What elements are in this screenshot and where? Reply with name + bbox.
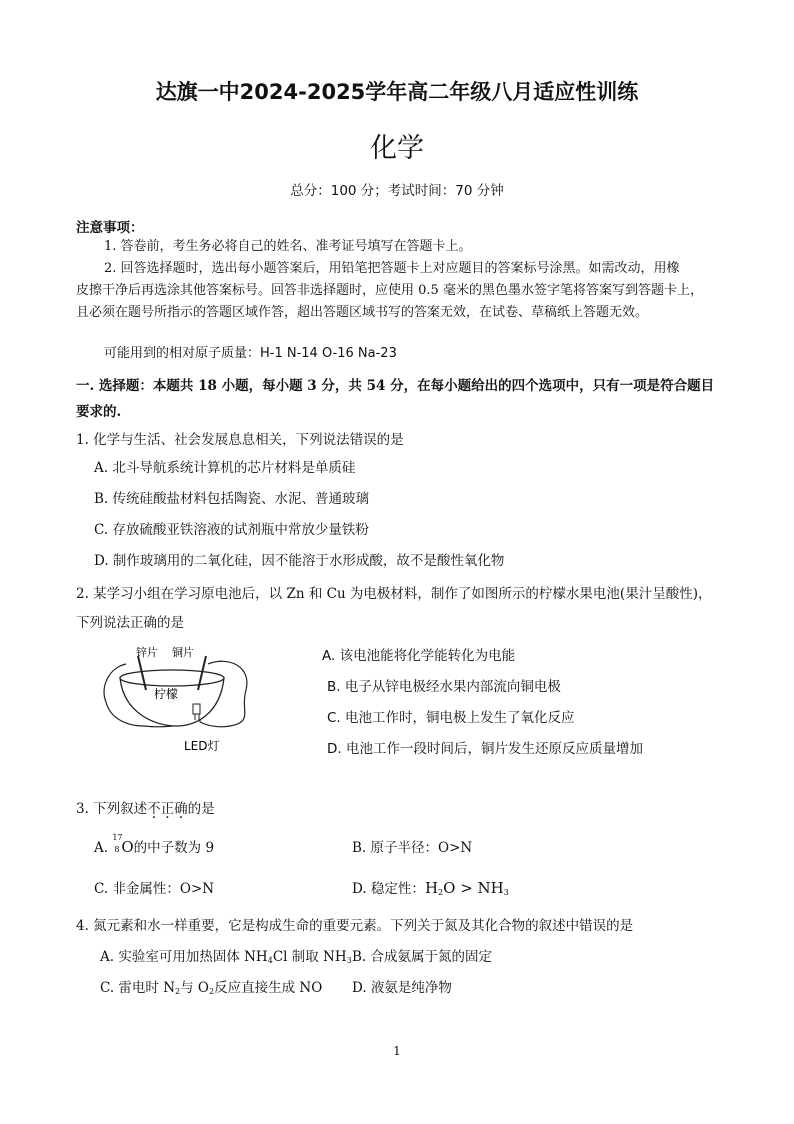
q1-stem: 1. 化学与生活、社会发展息息相关，下列说法错误的是 <box>76 432 404 448</box>
fig-label-copper: 铜片 <box>172 646 194 659</box>
q2-option-a: A. 该电池能将化学能转化为电能 <box>322 648 516 664</box>
section-heading-line-1: 一. 选择题：本题共 18 小题，每小题 3 分，共 54 分，在每小题给出的四个选项中，只有一项是符合题目 <box>76 378 715 394</box>
q4-c-pre: C. 雷电时 N <box>100 980 176 996</box>
notice-item-1: 1. 答卷前，考生务必将自己的姓名、准考证号填写在答题卡上。 <box>104 239 472 254</box>
q3-stem <box>76 797 215 817</box>
q2-stem-line-2: 下列说法正确的是 <box>76 615 184 631</box>
subject-title: 化学 <box>370 133 424 164</box>
q4-option-b: B. 合成氨属于氮的固定 <box>352 949 493 965</box>
q3-option-a <box>94 833 215 856</box>
q1-option-d: D. 制作玻璃用的二氧化硅，因不能溶于水形成酸，故不是酸性氧化物 <box>94 553 505 569</box>
q1-option-b: B. 传统硅酸盐材料包括陶瓷、水泥、普通玻璃 <box>94 491 370 507</box>
q4-a-sub3: 3 <box>346 956 352 965</box>
q3-option-c: C. 非金属性：O>N <box>94 881 215 897</box>
q3-option-b: B. 原子半径：O>N <box>352 840 473 856</box>
q3-stem-suffix: 的是 <box>187 801 215 817</box>
q2-option-b: B. 电子从锌电极经水果内部流向铜电极 <box>327 679 561 695</box>
q4-option-c <box>100 976 322 996</box>
q4-c-post: 反应直接生成 NO <box>214 980 323 996</box>
q4-c-sub2b: 2 <box>209 987 215 996</box>
q3-emphasis-3: 确 <box>174 801 188 817</box>
exam-title: 达旗一中2024-2025学年高二年级八月适应性训练 <box>155 80 639 104</box>
q3-mass-number: 17 <box>112 833 123 842</box>
q4-a-sub4: 4 <box>267 956 273 965</box>
bowl-rim <box>120 670 224 686</box>
score-info: 总分：100 分；考试时间：70 分钟 <box>290 183 504 199</box>
q3-formula-mid: O > NH <box>443 879 504 897</box>
q4-c-mid: 与 O <box>180 980 209 996</box>
notice-heading: 注意事项： <box>76 220 144 236</box>
q4-c-sub2a: 2 <box>175 987 181 996</box>
q3-emphasis-2: 正 <box>160 801 175 817</box>
q4-a-mid: Cl 制取 NH <box>272 949 347 965</box>
q3-atomic-number: 8 <box>114 845 120 854</box>
section-heading-line-2: 要求的. <box>76 404 122 420</box>
q4-option-a <box>100 945 352 965</box>
q4-a-pre: A. 实验室可用加热固体 NH <box>100 949 268 965</box>
q1-option-a: A. 北斗导航系统计算机的芯片材料是单质硅 <box>94 460 356 476</box>
q4-option-d: D. 液氨是纯净物 <box>352 980 452 996</box>
atomic-masses: 可能用到的相对原子质量：H-1 N-14 O-16 Na-23 <box>104 346 397 361</box>
q3-option-a-text: 的中子数为 9 <box>133 840 215 856</box>
fig-label-led: LED灯 <box>184 739 220 753</box>
q3-oxygen-symbol: O <box>121 838 134 856</box>
lemon-battery-figure <box>96 640 296 755</box>
q3-stem-prefix: 3. 下列叙述 <box>76 801 148 817</box>
q3-formula-h: H <box>424 879 439 897</box>
q4-stem: 4. 氮元素和水一样重要，它是构成生命的重要元素。下列关于氮及其化合物的叙述中错误的是 <box>76 918 634 934</box>
q3-formula-sub3: 3 <box>503 888 509 897</box>
q2-option-d: D. 电池工作一段时间后，铜片发生还原反应质量增加 <box>327 741 643 757</box>
led-body <box>193 704 200 714</box>
notice-item-2-line-2: 皮擦干净后再选涂其他答案标号。回答非选择题时，应使用 0.5 毫米的黑色墨水签字笔将答案写到答题卡上， <box>76 283 703 298</box>
q3-option-a-label: A. <box>94 840 113 856</box>
fig-label-lemon: 柠檬 <box>154 687 179 701</box>
q1-option-c: C. 存放硫酸亚铁溶液的试剂瓶中常放少量铁粉 <box>94 522 369 538</box>
notice-item-2-line-3: 且必须在题号所指示的答题区域作答，超出答题区域书写的答案无效，在试卷、草稿纸上答题无效。 <box>76 305 649 320</box>
q3-formula-sub2: 2 <box>438 888 444 897</box>
q2-option-c: C. 电池工作时，铜电极上发生了氧化反应 <box>327 710 575 726</box>
q3-option-d <box>352 877 509 897</box>
q3-option-d-label: D. 稳定性： <box>352 881 425 897</box>
page-number: 1 <box>393 1044 401 1058</box>
fig-label-zinc: 锌片 <box>136 646 158 659</box>
notice-item-2-line-1: 2. 回答选择题时，选出每小题答案后，用铅笔把答题卡上对应题目的答案标号涂黑。如需改动，用橡 <box>104 261 680 276</box>
q3-emphasis-1: 不 <box>147 801 161 817</box>
q2-stem-line-1: 2. 某学习小组在学习原电池后，以 Zn 和 Cu 为电极材料，制作了如图所示的柠檬水果电池(果汁呈酸性)， <box>76 586 712 602</box>
